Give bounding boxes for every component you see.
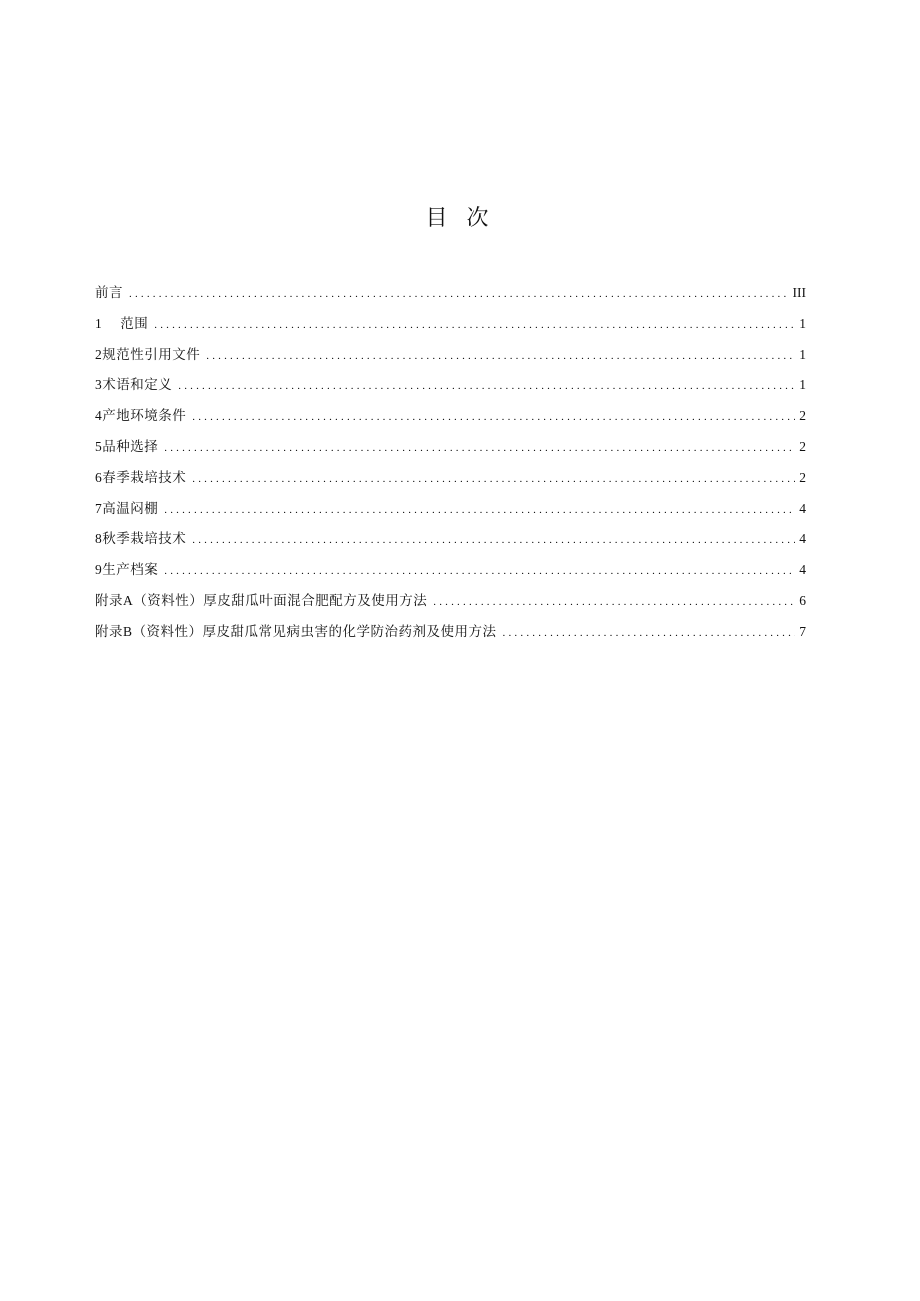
toc-entry-appendix-b[interactable] bbox=[95, 617, 806, 648]
toc-leader-dots bbox=[129, 279, 790, 310]
toc-entry-label: 5品种选择 bbox=[95, 438, 159, 454]
toc-entry-page: 1 bbox=[799, 346, 806, 362]
table-of-contents bbox=[95, 278, 806, 648]
toc-leader-dots bbox=[164, 495, 795, 526]
toc-entry-label: 附录B（资料性）厚皮甜瓜常见病虫害的化学防治药剂及使用方法 bbox=[95, 623, 497, 639]
toc-entry-label: 8秋季栽培技术 bbox=[95, 531, 187, 547]
toc-entry-normative-references[interactable] bbox=[95, 340, 806, 371]
toc-leader-dots bbox=[154, 310, 795, 341]
toc-entry-page: 6 bbox=[799, 592, 806, 608]
toc-entry-variety[interactable] bbox=[95, 432, 806, 463]
toc-entry-label: 3术语和定义 bbox=[95, 377, 173, 393]
toc-entry-appendix-a[interactable] bbox=[95, 586, 806, 617]
toc-entry-page: III bbox=[792, 285, 806, 300]
toc-entry-page: 7 bbox=[799, 623, 806, 639]
toc-entry-page: 2 bbox=[799, 408, 806, 424]
toc-entry-page: 2 bbox=[799, 469, 806, 485]
toc-entry-environment[interactable] bbox=[95, 401, 806, 432]
toc-entry-number: 1 bbox=[95, 315, 103, 331]
toc-leader-dots bbox=[192, 525, 795, 556]
toc-entry-terms[interactable] bbox=[95, 370, 806, 401]
toc-leader-dots bbox=[192, 464, 795, 495]
toc-entry-page: 4 bbox=[799, 562, 806, 578]
toc-entry-label: 2规范性引用文件 bbox=[95, 346, 201, 362]
toc-leader-dots bbox=[164, 556, 795, 587]
toc-entry-label: 前言 bbox=[95, 285, 123, 300]
toc-entry-page: 1 bbox=[799, 315, 806, 331]
toc-leader-dots bbox=[433, 587, 795, 618]
toc-entry-label: 9生产档案 bbox=[95, 562, 159, 578]
toc-leader-dots bbox=[192, 402, 795, 433]
toc-entry-spring-cultivation[interactable] bbox=[95, 463, 806, 494]
toc-leader-dots bbox=[206, 341, 795, 372]
toc-entry-label: 7高温闷棚 bbox=[95, 500, 159, 516]
toc-entry-label: 6春季栽培技术 bbox=[95, 469, 187, 485]
toc-entry-foreword[interactable] bbox=[95, 278, 806, 309]
toc-entry-production-records[interactable] bbox=[95, 555, 806, 586]
toc-leader-dots bbox=[503, 618, 795, 649]
toc-entry-scope[interactable] bbox=[95, 309, 806, 340]
toc-leader-dots bbox=[164, 433, 795, 464]
toc-entry-autumn-cultivation[interactable] bbox=[95, 524, 806, 555]
toc-entry-label bbox=[95, 309, 148, 340]
page-title: 目 次 bbox=[425, 206, 495, 231]
toc-leader-dots bbox=[178, 371, 795, 402]
toc-entry-label: 附录A（资料性）厚皮甜瓜叶面混合肥配方及使用方法 bbox=[95, 592, 428, 608]
toc-entry-label-text: 范围 bbox=[120, 315, 149, 331]
toc-entry-page: 4 bbox=[799, 500, 806, 516]
toc-entry-label: 4产地环境条件 bbox=[95, 408, 187, 424]
toc-entry-page: 4 bbox=[799, 531, 806, 547]
toc-entry-high-temperature[interactable] bbox=[95, 494, 806, 525]
toc-entry-page: 2 bbox=[799, 438, 806, 454]
toc-entry-page: 1 bbox=[799, 377, 806, 393]
